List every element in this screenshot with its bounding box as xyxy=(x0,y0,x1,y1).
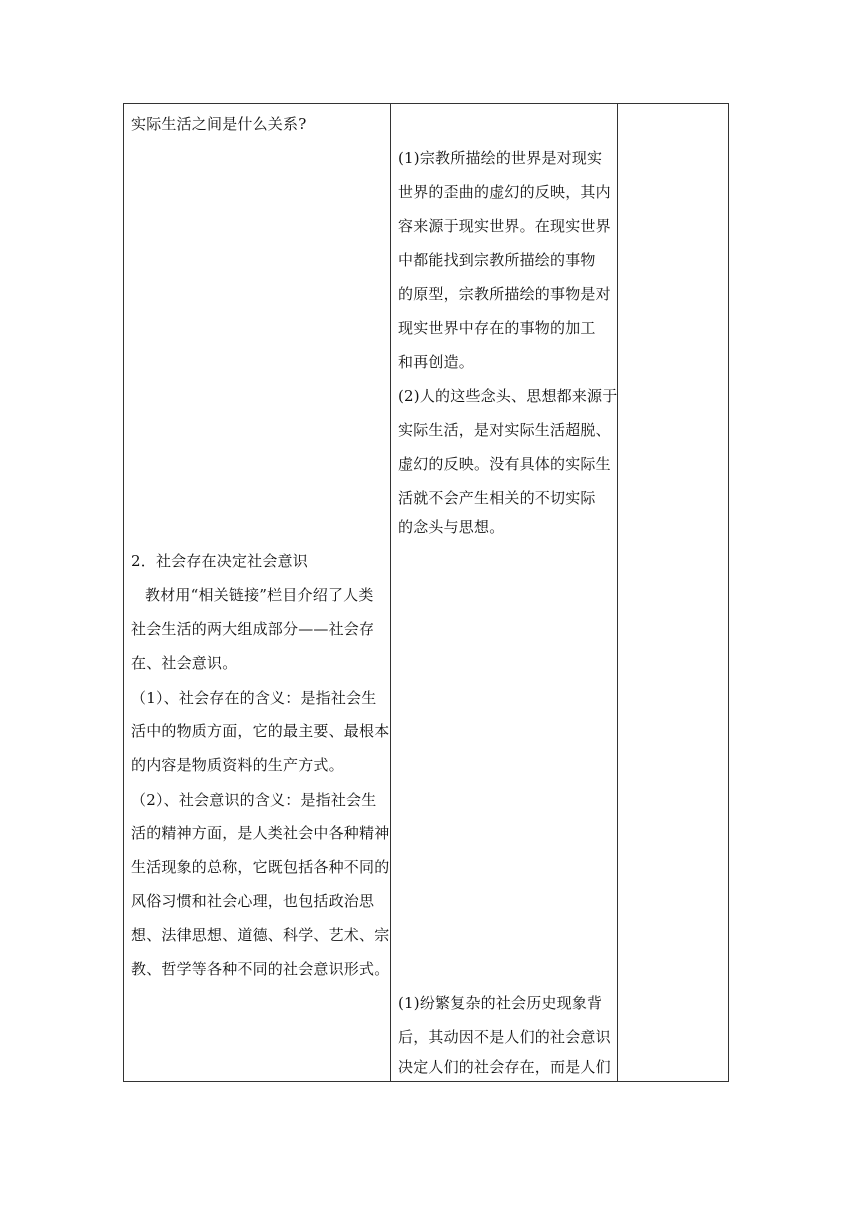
definition2-line-6: 教、哲学等各种不同的社会意识形式。 xyxy=(131,960,390,978)
answer1-line-4: 中都能找到宗教所描绘的事物 xyxy=(398,251,596,269)
column-divider-1 xyxy=(390,104,391,1081)
answer2-line-5: 的念头与思想。 xyxy=(398,518,505,536)
answer2-line-1: (2)人的这些念头、思想都来源于 xyxy=(398,387,618,405)
answer3-line-2: 后，其动因不是人们的社会意识 xyxy=(398,1028,611,1046)
answer1-line-1: (1)宗教所描绘的世界是对现实 xyxy=(398,149,603,167)
answer1-line-5: 的原型，宗教所描绘的事物是对 xyxy=(398,285,611,303)
definition2-line-2: 活的精神方面，是人类社会中各种精神 xyxy=(131,824,390,842)
answer2-line-2: 实际生活，是对实际生活超脱、 xyxy=(398,421,611,439)
answer1-line-6: 现实世界中存在的事物的加工 xyxy=(398,319,596,337)
definition2-line-1: （2）、社会意识的含义：是指社会生 xyxy=(131,791,377,809)
answer3-line-3: 决定人们的社会存在，而是人们 xyxy=(398,1058,611,1076)
definition1-line-3: 的内容是物质资料的生产方式。 xyxy=(131,756,344,774)
definition2-line-5: 想、法律思想、道德、科学、艺术、宗 xyxy=(131,926,390,944)
section-heading: 2．社会存在决定社会意识 xyxy=(131,552,308,570)
answer1-line-7: 和再创造。 xyxy=(398,353,475,371)
definition2-line-3: 生活现象的总称，它既包括各种不同的 xyxy=(131,858,390,876)
definition1-line-2: 活中的物质方面，它的最主要、最根本 xyxy=(131,722,390,740)
answer3-line-1: (1)纷繁复杂的社会历史现象背 xyxy=(398,994,603,1012)
question-tail-text: 实际生活之间是什么关系? xyxy=(131,115,307,133)
intro-line-2: 社会生活的两大组成部分——社会存 xyxy=(131,620,375,638)
answer1-line-2: 世界的歪曲的虚幻的反映，其内 xyxy=(398,183,611,201)
answer2-line-3: 虚幻的反映。没有具体的实际生 xyxy=(398,455,611,473)
intro-line-1: 教材用“相关链接”栏目介绍了人类 xyxy=(145,586,374,604)
answer1-line-3: 容来源于现实世界。在现实世界 xyxy=(398,217,611,235)
intro-line-3: 在、社会意识。 xyxy=(131,654,238,672)
definition1-line-1: （1）、社会存在的含义：是指社会生 xyxy=(131,689,377,707)
column-divider-2 xyxy=(617,104,618,1081)
answer2-line-4: 活就不会产生相关的不切实际 xyxy=(398,489,596,507)
definition2-line-4: 风俗习惯和社会心理，也包括政治思 xyxy=(131,892,375,910)
